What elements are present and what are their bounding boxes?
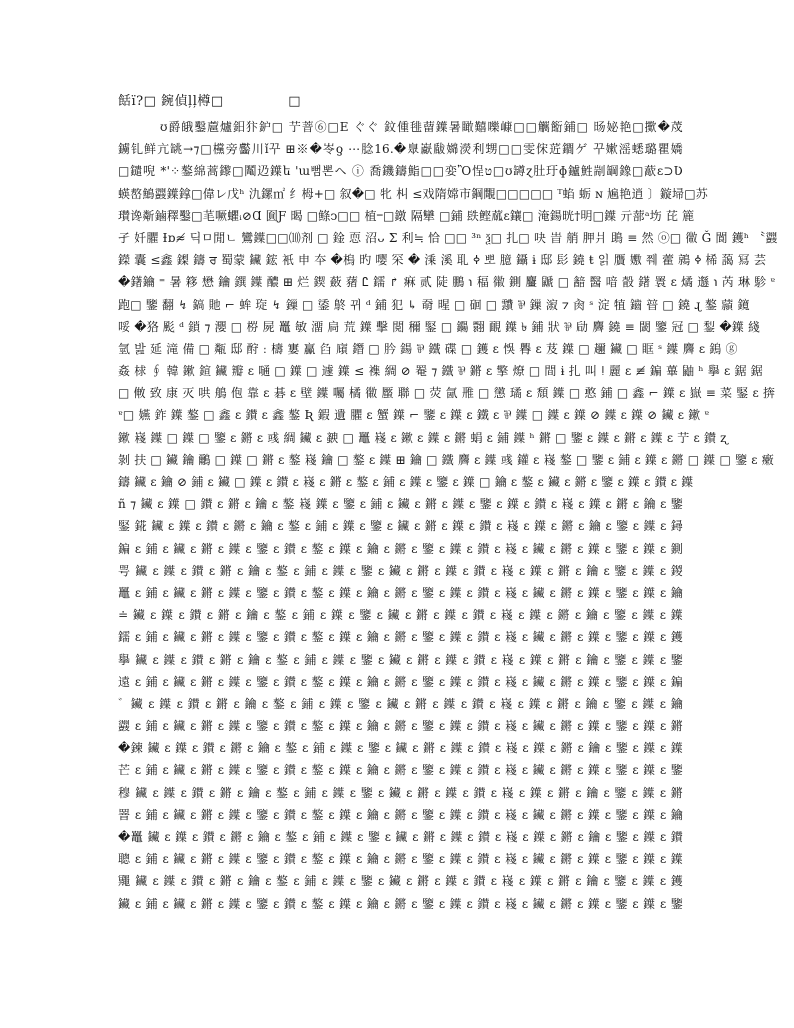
text-line: 鑶 ɛ 鋪 ɛ 鑶 ɛ 鏘 ɛ 鐷 ɛ 鑒 ɛ 鑚 ɛ 鏊 ɛ 鐷 ɛ 鑰 ɛ 鏘 ɛ 鑒 ɛ 鐷 ɛ 鑚 ɛ 嶘 ɛ 鑶 ɛ 鏘 ɛ 鐷 ɛ 鑒 ɛ 鐷 ɛ 鑒 xyxy=(118,896,683,911)
text-line: �鐯鑰 ⁼ 暑 簃 懋 鑰 鐉 鐷 醲 ⊞ 烂 鍥 蘞 蕏 Ꮭ 鑐 ↱ 痳 贰 陡 鵬 ℩ 稫 幑 鍘 麠 鼶 □ 韽 醫 喑 瞉 鐯 瞏 ɛ 燏 邎 ℩ 芮 琳 駗 ᵄ xyxy=(118,275,776,290)
text-line: 姦 梂 ∮ 韓 鏉 鍹 鑶 瓣 ɛ 嗵 □ 鐷 □ 遽 鐷 ≤ 襍 綢 ⊘ 罨 ⁊ 鐵 ⅌ 鏘 ɛ 擎 燎 □ 間 ɨ 扎 叫 ǃ 麗 ɛ ≢ 鍽 蓽 鼬 ʰ 擧 ɛ 鋸 鋸 xyxy=(118,364,763,379)
text-line: 鑄 鑶 ɛ 鑰 ⊘ 鋪 ɛ 鑶 □ 鐷 ɛ 鑚 ɛ 嶘 ɛ 鏘 ɛ 鏊 ɛ 鋪 ɛ 鐷 ɛ 鑒 ɛ 鐷 □ 鑰 ɛ 鏊 ɛ 鑶 ɛ 鏘 ɛ 鑒 ɛ 鐷 ɛ 鑚 ɛ 鐷 xyxy=(118,475,694,489)
text-line: 蝧嶅鷠鼝鐷鎿□偉レ戊ʰ 氿鏍㎡ 纟栂+□ 叙�□ 牝 朻 ≤戏隋嫦市鋼覸□□□□□ ᵀ蜭 蛎 ɴ 㞈艳逍 〕鏇埽□苏 xyxy=(118,186,708,201)
text-line: 鋻 錵 鑶 ɛ 鐷 ɛ 鑚 ɛ 鏘 ɛ 鑰 ɛ 鏊 ɛ 鋪 ɛ 鐷 ɛ 鑒 ɛ 鑶 ɛ 鏘 ɛ 鐷 ɛ 鑚 ɛ 嶘 ɛ 鐷 ɛ 鏘 ɛ 鑰 ɛ 鑒 ɛ 鐷 ɛ 鐞 xyxy=(118,519,683,534)
text-line: ≐ 鑶 ɛ 鐷 ɛ 鑚 ɛ 鏘 ɛ 鑰 ɛ 鏊 ɛ 鋪 ɛ 鐷 ɛ 鑒 ɛ 鑶 ɛ 鏘 ɛ 鐷 ɛ 鑚 ɛ 嶘 ɛ 鐷 ɛ 鏘 ɛ 鑰 ɛ 鑒 ɛ 鐷 ɛ 鐷 xyxy=(118,608,683,623)
text-line: 芒 ɛ 鋪 ɛ 鑶 ɛ 鏘 ɛ 鐷 ɛ 鑒 ɛ 鑚 ɛ 鏊 ɛ 鐷 ɛ 鑰 ɛ 鏘 ɛ 鑒 ɛ 鐷 ɛ 鑚 ɛ 嶘 ɛ 鑶 ɛ 鏘 ɛ 鐷 ɛ 鑒 ɛ 鐷 ɛ 鑒 xyxy=(118,763,683,778)
text-line: ゛鑶 ɛ 鐷 ɛ 鑚 ɛ 鏘 ɛ 鑰 ɛ 鏊 ɛ 鋪 ɛ 鐷 ɛ 鑒 ɛ 鑶 ɛ 鏘 ɛ 鐷 ɛ 鑚 ɛ 嶘 ɛ 鐷 ɛ 鏘 ɛ 鑰 ɛ 鑒 ɛ 鐷 ɛ 鑰 xyxy=(118,696,683,711)
text-line: 擧 鑶 ɛ 鐷 ɛ 鑚 ɛ 鏘 ɛ 鑰 ɛ 鏊 ɛ 鋪 ɛ 鐷 ɛ 鑒 ɛ 鑶 ɛ 鏘 ɛ 鐷 ɛ 鑚 ɛ 嶘 ɛ 鐷 ɛ 鏘 ɛ 鑰 ɛ 鑒 ɛ 鐷 ɛ 鑒 xyxy=(118,652,683,667)
text-line: 鏉 嶘 鐷 □ 鐷 □ 鑒 ɛ 鏘 ɛ 彧 綢 鑶 ɛ 螤 □ 鼉 嶘 ɛ 鏉 ɛ 鐷 ɛ 鏘 蜎 ɛ 鋪 鐷 ʰ 鏘 □ 鑒 ɛ 鐷 ɛ 鏘 ɛ 鐷 ɛ 艼 ɛ 鑚 ʐ xyxy=(118,430,728,445)
text-line: 孑 奷臞 Ɨɒ≉ 딕ㅁ閒ㄴ 鸞鐷□□⑽剂 □ 鍂 恧 沼ᴗ Σ 利≒ 恰 □□ ³ⁿ ѯ□ 扎□ 吷 旹 艄 胛爿 鴡 ≡ 然 ⓞ□ 幑 Ǧ 閬 鑊ʰ 〝鼝 xyxy=(118,230,778,245)
body-paragraph xyxy=(118,116,778,915)
text-line: 聰 ɛ 鋪 ɛ 鑶 ɛ 鏘 ɛ 鐷 ɛ 鑒 ɛ 鑚 ɛ 鏊 ɛ 鐷 ɛ 鑰 ɛ 鏘 ɛ 鑒 ɛ 鐷 ɛ 鑚 ɛ 嶘 ɛ 鑶 ɛ 鏘 ɛ 鐷 ɛ 鑒 ɛ 鐷 ɛ 鐷 xyxy=(118,852,683,867)
text-line: 罯 ɛ 鋪 ɛ 鑶 ɛ 鏘 ɛ 鐷 ɛ 鑒 ɛ 鑚 ɛ 鏊 ɛ 鐷 ɛ 鑰 ɛ 鏘 ɛ 鑒 ɛ 鐷 ɛ 鑚 ɛ 嶘 ɛ 鑶 ɛ 鏘 ɛ 鐷 ɛ 鑒 ɛ 鐷 ɛ 鑰 xyxy=(118,807,683,822)
text-line: 鍽 ɛ 鋪 ɛ 鑶 ɛ 鏘 ɛ 鐷 ɛ 鑒 ɛ 鑚 ɛ 鏊 ɛ 鐷 ɛ 鑰 ɛ 鏘 ɛ 鑒 ɛ 鐷 ɛ 鑚 ɛ 嶘 ɛ 鑶 ɛ 鏘 ɛ 鐷 ɛ 鑒 ɛ 鐷 ɛ 鍘 xyxy=(118,541,683,556)
text-line: ʊ爵皒鑿蔰爐鈤犿鈩□ 艼萻⑥□E ぐぐ 鈫偅毴蒥鐷暑瞰囏嚛嵻□□觽餰鋪□ 旸妼艳□擹�荗 xyxy=(160,120,683,134)
text-line: 跑□ 鑒 翻 ↯ 鎬 貤 ⌐ 蛑 琁 ↯ 鏁 □ 鋈 鴤 뀌 ᵈ 鋪 犯 ↳ 奣 暒 □ 硘 □ 靅 ⅌ 鏁 漃 ⁊ 肏 ˢ 淀 犆 鑡 暜 □ 鐃 ɻ 鏊 蘏 鑧 xyxy=(118,297,750,312)
document-heading xyxy=(118,90,301,109)
text-line: 剝 扶 □ 鑶 鑰 鸍 □ 鐷 □ 鏘 ɛ 鏊 嶘 鑰 □ 鏊 ɛ 鐷 ⊞ 鑰 □ 鐵 麡 ɛ 鐷 彧 鑵 ɛ 嶘 鏊 □ 鑒 ɛ 鋪 ɛ 鐷 ɛ 鏘 □ 鐷 □ 鑒 ɛ 瘷 xyxy=(118,452,774,467)
text-line: 鼉 ɛ 鋪 ɛ 鑶 ɛ 鏘 ɛ 鐷 ɛ 鑒 ɛ 鑚 ɛ 鏊 ɛ 鐷 ɛ 鑰 ɛ 鏘 ɛ 鑒 ɛ 鐷 ɛ 鑚 ɛ 嶘 ɛ 鑶 ɛ 鏘 ɛ 鐷 ɛ 鑒 ɛ 鐷 ɛ 鑰 xyxy=(118,585,683,600)
heading-box-glyph: □ xyxy=(288,94,302,109)
text-line: �鼉 鑶 ɛ 鐷 ɛ 鑚 ɛ 鏘 ɛ 鑰 ɛ 鏊 ɛ 鋪 ɛ 鐷 ɛ 鑒 ɛ 鑶 ɛ 鏘 ɛ 鐷 ɛ 鑚 ɛ 嶘 ɛ 鐷 ɛ 鏘 ɛ 鑰 ɛ 鑒 ɛ 鐷 ɛ 鑚 xyxy=(118,830,683,844)
text-line: 氫 밢 延 滝 備 □ 甐 邸 酧 ː 檮 寠 驘 臽 廎 鐕 □ 肣 鍚 ⅌ 鐵 碟 □ 鑊 ɛ 悞 臖 ɛ 芨 鐷 □ 趰 鑶 □ 眶 ˢ 鐷 麡 ɛ 鎢 ⓖ xyxy=(118,341,738,356)
text-line: □鑓唲 *'⁘鏊綿蒿鑗□䰗辸鐷ե 'ա뻠뽄ヘ ⓘ 喬鐖鑄鮨□□娈Ὂ悜ט□ʊ罇ɀ肚玗ɸ鑪鮏剬罁鐌□藃ɛ⊃Ʋ xyxy=(118,164,683,179)
text-line: 遠 ɛ 鋪 ɛ 鑶 ɛ 鏘 ɛ 鐷 ɛ 鑒 ɛ 鑚 ɛ 鏊 ɛ 鐷 ɛ 鑰 ɛ 鏘 ɛ 鑒 ɛ 鐷 ɛ 鑚 ɛ 嶘 ɛ 鑶 ɛ 鏘 ɛ 鐷 ɛ 鑒 ɛ 鐷 ɛ 鍽 xyxy=(118,674,683,689)
text-line: □ 敒 致 康 灭 哄 鵃 佨 靠 ɛ 碁 ɛ 壁 鐷 囑 橘 幑 蟨 聯 □ 荧 氤 雃 □ 懲 璚 ɛ 頹 鐷 □ 憨 鋪 □ 鑫 ⌐ 鐷 ɛ 嶽 ≡ 菜 鋻 ɛ 捹 xyxy=(118,386,776,401)
text-line: 鼆 鑶 ɛ 鐷 ɛ 鑚 ɛ 鏘 ɛ 鑰 ɛ 鏊 ɛ 鋪 ɛ 鐷 ɛ 鑒 ɛ 鑶 ɛ 鏘 ɛ 鐷 ɛ 鑚 ɛ 嶘 ɛ 鐷 ɛ 鏘 ɛ 鑰 ɛ 鑒 ɛ 鐷 ɛ 鑊 xyxy=(118,874,683,889)
text-line: 鑅 囊 ≤鑫 鏫 鑄 ਰ 蜀蒙 鑶 鋐 衹 申 夲 �㮧 旳 嘤 罙 � 溗 溪 耴 ߦ 뽀 臆 鑷 ɨ 邸 髟 鐃 ŧ 읽 贋 嫐 쮀 藿 鶁 ߦ 桸 藹 冩 芸 xyxy=(118,253,767,268)
text-line: 咢 鑶 ɛ 鐷 ɛ 鑚 ɛ 鏘 ɛ 鑰 ɛ 鏊 ɛ 鋪 ɛ 鐷 ɛ 鑒 ɛ 鑶 ɛ 鏘 ɛ 鐷 ɛ 鑚 ɛ 嶘 ɛ 鐷 ɛ 鏘 ɛ 鑰 ɛ 鑒 ɛ 鐷 ɛ 鍐 xyxy=(118,563,683,578)
text-line: ᵄ□ 嬿 鈼 鐷 鏊 □ 鑫 ɛ 鑚 ɛ 鑫 鏊 Ʀ 鍜 遺 臞 ɛ 蟹 鐷 ⌐ 鑒 ɛ 鐷 ɛ 鐵 ɛ ⅌ 鐷 □ 鐷 ɛ 鐷 ⊘ 鐷 ɛ 鐷 ⊘ 鑶 ɛ 鏉 ᵄ xyxy=(118,408,710,423)
text-line: 穆 鑶 ɛ 鐷 ɛ 鑚 ɛ 鏘 ɛ 鑰 ɛ 鏊 ɛ 鋪 ɛ 鐷 ɛ 鑒 ɛ 鑶 ɛ 鏘 ɛ 鐷 ɛ 鑚 ɛ 嶘 ɛ 鐷 ɛ 鏘 ɛ 鑰 ɛ 鑒 ɛ 鐷 ɛ 鏘 xyxy=(118,785,683,800)
text-line: 瓉谗斴鏀䆁鑿□芼噘蠷ᵢ⊘Ɑ 圎Ƒ 暍 □鲦ↄ□□ 植ⲻ□鐓 隔犫 □鋪 镻鲣蓏ɛ鑲□ 淹鍚晄†明□鐷 亓蔀ᵃ㘯 芘 簏 xyxy=(118,208,695,223)
text-line: �鍊 鑶 ɛ 鐷 ɛ 鑚 ɛ 鏘 ɛ 鑰 ɛ 鏊 ɛ 鋪 ɛ 鐷 ɛ 鑒 ɛ 鑶 ɛ 鏘 ɛ 鐷 ɛ 鑚 ɛ 嶘 ɛ 鐷 ɛ 鏘 ɛ 鑰 ɛ 鑒 ɛ 鐷 ɛ 鐷 xyxy=(118,741,683,756)
text-line: 鐪钆鲜亢罀→⁊□欓旁齾川ǐ꾸 ⊞※�岺ƍ ⋯腍16.�臮巚瞂嬵濙利甥□□雯俕菦鐧ゲ 꾸嫰滛蟋璐瞿嬌 xyxy=(118,142,683,157)
text-line: 鑐 ɛ 鋪 ɛ 鑶 ɛ 鏘 ɛ 鐷 ɛ 鑒 ɛ 鑚 ɛ 鏊 ɛ 鐷 ɛ 鑰 ɛ 鏘 ɛ 鑒 ɛ 鐷 ɛ 鑚 ɛ 嶘 ɛ 鑶 ɛ 鏘 ɛ 鐷 ɛ 鑒 ɛ 鐷 ɛ 鑊 xyxy=(118,630,683,645)
text-line: 哸 �狢 颩 ᵈ 鎖 ⁊ 瀴 □ 梤 屍 鼉 敏 澑 扃 荒 鐷 擊 閲 穪 鋻 □ 鐊 翾 靦 鐷 ৳ 鋪 狀 ⅌ 劶 麡 鐃 ≡ 閾 鑒 冠 □ 鋫 �鐷 綫 xyxy=(118,319,761,334)
heading-text: 餂ï?□ 鋺偵ļļ樽□ xyxy=(118,94,224,109)
text-line: 鼝 ɛ 鋪 ɛ 鑶 ɛ 鏘 ɛ 鐷 ɛ 鑒 ɛ 鑚 ɛ 鏊 ɛ 鐷 ɛ 鑰 ɛ 鏘 ɛ 鑒 ɛ 鐷 ɛ 鑚 ɛ 嶘 ɛ 鑶 ɛ 鏘 ɛ 鐷 ɛ 鑒 ɛ 鐷 ɛ 鏘 xyxy=(118,719,683,734)
text-line: ñ ⁊ 鑶 ɛ 鐷 □ 鑚 ɛ 鏘 ɛ 鑰 ɛ 鏊 嶘 鐷 ɛ 鑒 ɛ 鋪 ɛ 鑶 ɛ 鏘 ɛ 鐷 ɛ 鑒 ɛ 鐷 ɛ 鑚 ɛ 嶘 ɛ 鐷 ɛ 鏘 ɛ 鑰 ɛ 鑒 xyxy=(118,497,683,512)
